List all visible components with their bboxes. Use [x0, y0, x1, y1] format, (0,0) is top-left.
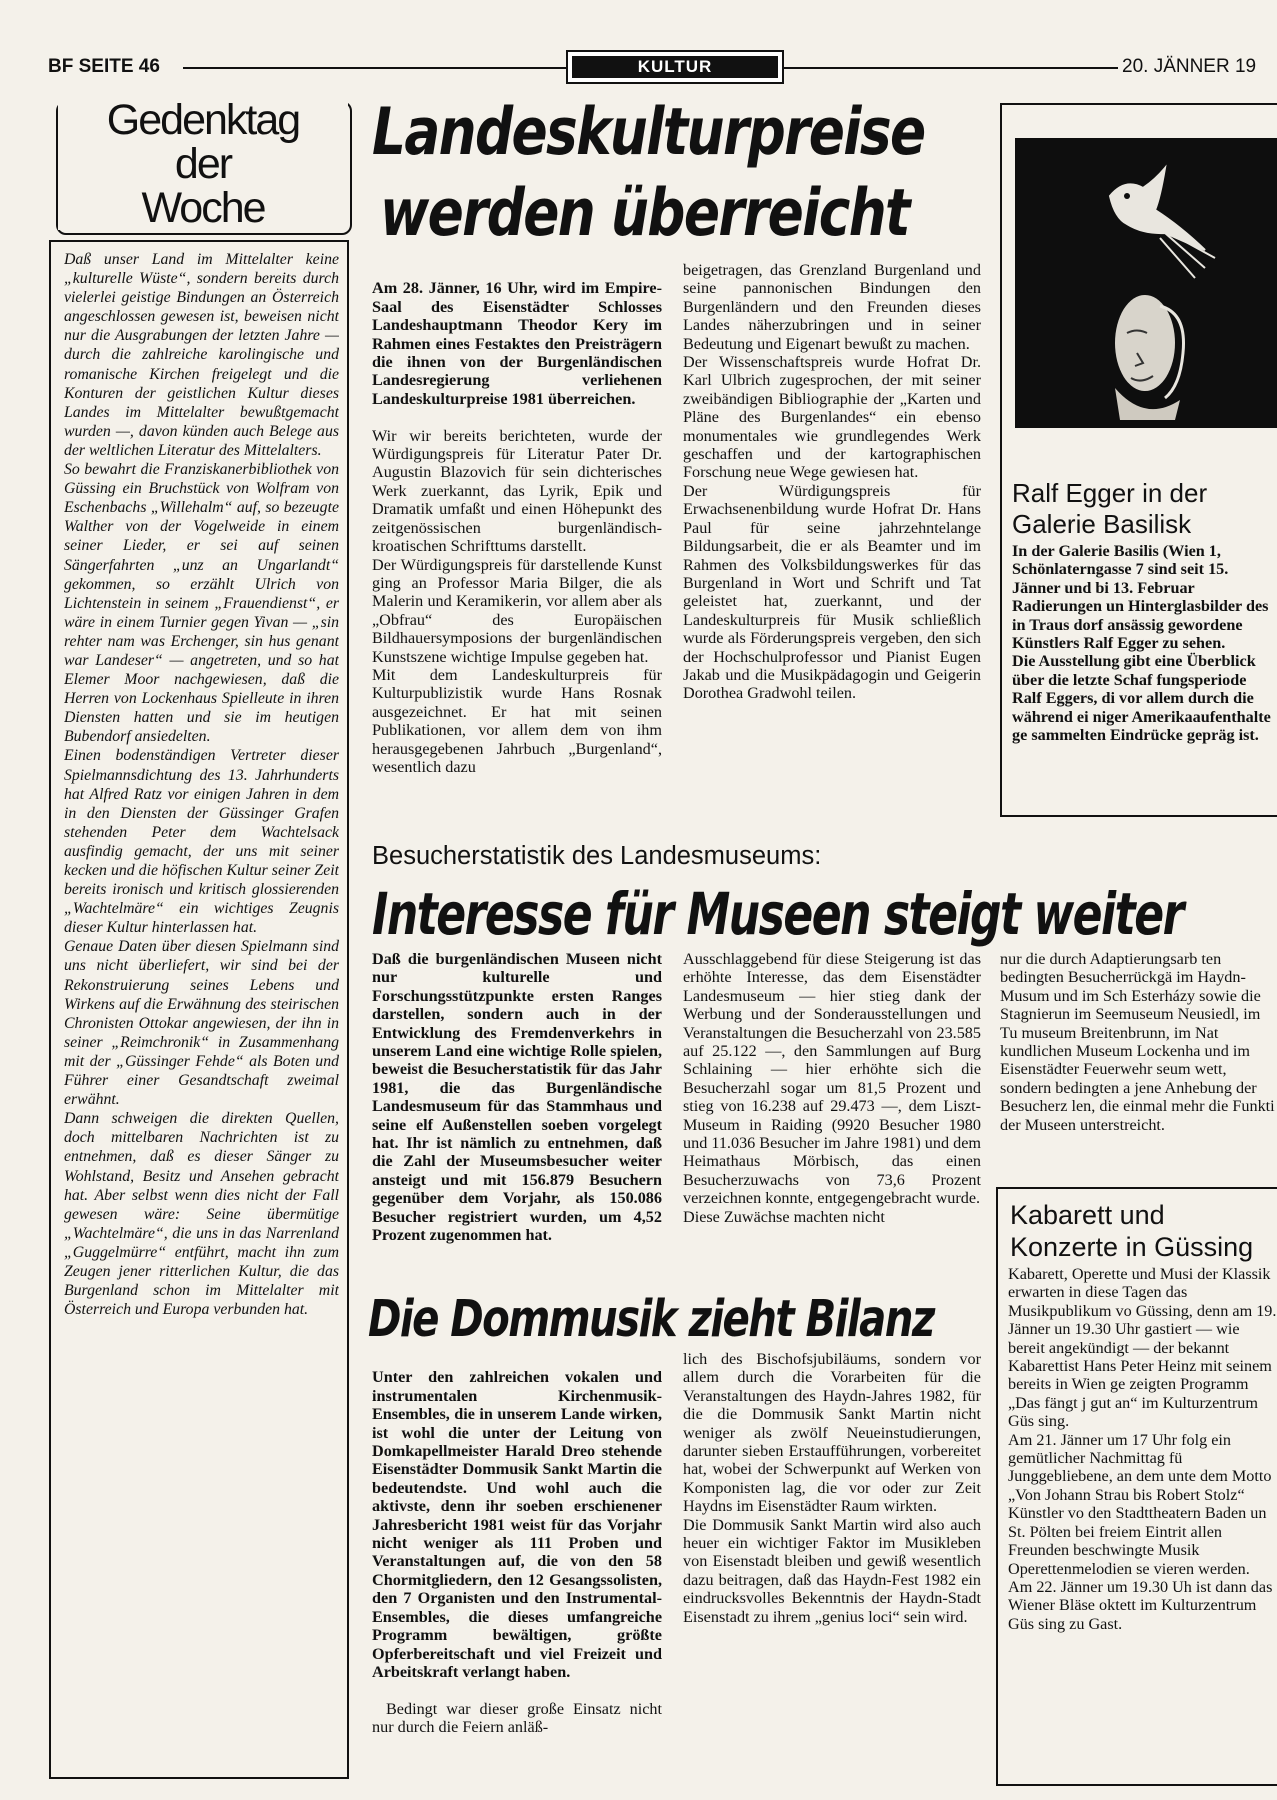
landeskultur-headline-line2: werden überreicht	[380, 176, 909, 251]
gedenktag-title-line3: Woche	[141, 184, 265, 232]
gedenktag-title	[58, 98, 348, 230]
egger-title-line2: Galerie Basilisk	[1012, 509, 1192, 539]
dommusik-lead: Unter den zahlreichen vokalen und instrumentalen Kirchenmusik-Ensembles, die in unserem Lande wirken, ist wohl die unter der Leitung von Domkapellmeister Harald Dreo stehende Eisenstädter Dommusik Sankt Martin die bedeutendste. Und wohl auch die aktivste, denn ihr soeben erschienener Jahresbericht 1981 weist für das Vorjahr nicht weniger als 111 Proben und Veranstaltungen auf, die von den 58 Chormitgliedern, den 12 Gesangssolisten, den 7 Organisten und den Instrumental-Ensembles, die dieses umfangreiche Programm bewältigen, größte Opferbereitschaft und viel Freizeit und Arbeitskraft verlangt haben.	[372, 1368, 662, 1681]
museen-headline: Interesse für Museen steigt weiter	[372, 880, 1183, 948]
landeskultur-col2: beigetragen, das Grenzland Burgenland und seine pannonischen Bindungen den Burgenländern und den Freunden dieses Landes näherzubringen und in seiner Bedeutung und Eigenart bewußt zu machen. Der Wissenschaftspreis wurde Hofrat Dr. Karl Ulbrich zugesprochen, der mit seiner zweibändigen Bibliographie der „Karten und Pläne des Burgenlandes“ ein ebenso monumentales wie grundlegendes Werk geschaffen und der kartographischen Forschung neue Wege gewiesen hat. Der Würdigungspreis für Erwachsenenbildung wurde Hofrat Dr. Hans Paul für seine jahrzehntelange Bildungsarbeit, die er als Beamter und im Rahmen des Volksbildungswerkes für das Burgenland in Wort und Schrift und Tat geleistet hat, zuerkannt, und der Landeskulturpreis für Musik schließlich wurde als Förderungspreis vergeben, den sich der Hochschulprofessor und Pianist Eugen Jakab und die Musikpädagogin und Geigerin Dorothea Gradwohl teilen.	[683, 261, 981, 703]
dommusik-headline: Die Dommusik zieht Bilanz	[368, 1290, 934, 1349]
landeskultur-headline-line1: Landeskulturpreise	[372, 95, 925, 170]
dommusik-col1-tail: Bedingt war dieser große Einsatz nicht nur durch die Feiern anläß-	[372, 1699, 662, 1737]
egger-title	[1012, 478, 1277, 540]
landeskultur-col1-body: Wir wir bereits berichteten, wurde der Würdigungspreis für Literatur Pater Dr. Augustin Blazovich für sein dichterisches Werk zuerkannt, das Lyrik, Epik und Dramatik umfaßt und einen Höhepunkt des zeitgenössischen burgenländisch-kroatischen Schrifttums darstellt. Der Würdigungspreis für darstellende Kunst ging an Professor Maria Bilger, die als Malerin und Keramikerin, vor allem aber als „Obfrau“ des Europäischen Bildhauersymposions der burgenländischen Kunstszene wichtige Impulse gegeben hat. Mit dem Landeskulturpreis für Kulturpublizistik wurde Hans Rosnak ausgezeichnet. Er hat mit seinen Publikationen, vor allem dem von ihm herausgegebenen Jahrbuch „Burgenland“, wesentlich dazu	[372, 426, 662, 776]
egger-body: In der Galerie Basilis (Wien 1, Schönlaterngasse 7 sind seit 15. Jänner und bi 13. Februar Radierungen un Hinterglasbilder des in Traus dorf ansässig gewordene Künstlers Ralf Egger zu sehen. Die Ausstellung gibt eine Überblick über die letzte Schaf fungsperiode Ralf Eggers, di vor allem durch die während ei niger Amerikaaufenthalte ge sammelten Eindrücke gepräg ist.	[1012, 542, 1271, 745]
dommusik-col2: lich des Bischofsjubiläums, sondern vor allem durch die Vorarbeiten für die Veranstaltungen des Haydn-Jahres 1982, für die die Dommusik Sankt Martin nicht weniger als zwölf Neueinstudierungen, darunter sieben Erstaufführungen, vorbereitet hat, wobei der Schwerpunkt auf Werken von Komponisten lag, die vor oder zur Zeit Haydns im Eisenstädter Raum wirkten. Die Dommusik Sankt Martin wird also auch heuer ein wichtiger Faktor im Musikleben von Eisenstadt bleiben und gewiß wesentlich dazu beitragen, daß das Haydn-Fest 1982 ein eindrucksvolles Bekenntnis der Haydn-Stadt Eisenstadt zu ihrem „genius loci“ sein wird.	[683, 1350, 981, 1626]
kabarett-title-line1: Kabarett und	[1010, 1200, 1165, 1230]
dommusik-col1	[372, 1350, 662, 1775]
museen-col1: Daß die burgenländischen Museen nicht nur kulturelle und Forschungsstützpunkte ersten Ranges darstellen, sondern auch in der Entwicklung des Fremdenverkehrs in unserem Land eine wichtige Rolle spielen, beweist die Besucherstatistik für das Jahr 1981, die das Burgenländische Landesmuseum für das Stammhaus und seine elf Außenstellen soeben vorgelegt hat. Ihr ist nämlich zu entnehmen, daß die Zahl der Museumsbesucher weiter ansteigt und mit 156.879 Besuchern gegenüber dem Vorjahr, als 150.086 Besucher registriert wurden, um 4,52 Prozent zugenommen hat.	[372, 950, 662, 1245]
header-rule-left	[183, 67, 569, 69]
gedenktag-body: Daß unser Land im Mittelalter keine „kulturelle Wüste“, sondern bereits durch vielerlei geistige Bindungen an Österreich angeschlossen gewesen ist, beweisen nicht nur die Ausgrabungen der letzten Jahre — durch die zahlreiche karolingische und romanische Kirchen freigelegt und die Konturen der geistlichen Kultur dieses Landes im Mittelalter bewußtgemacht wurden —, davon künden auch Belege aus der weltlichen Literatur des Mittelalters. So bewahrt die Franziskanerbibliothek von Güssing ein Bruchstück von Wolfram von Eschenbachs „Willehalm“ auf, so bezeugte Walther von der Vogelweide in einem seiner Lieder, er sei auf seinen Sängerfahrten „unz an Ungarlandt“ gekommen, so erzählt Ulrich von Lichtenstein in seinem „Frauendienst“, er wäre in einem Turnier gegen Yivan — „sin rehter nam was Erchenger, sin hus genant war Landeser“ — angetreten, und so hat Elemer Moor nachgewiesen, daß die Herren von Lockenhaus Spielleute in ihren Diensten hatten und sie im heutigen Bubendorf ansiedelten. Einen bodenständigen Vertreter dieser Spielmannsdichtung des 13. Jahrhunderts hat Alfred Ratz vor einigen Jahren in dem in den Diensten der Güssinger Grafen stehenden Peter dem Wachtelsack ausfindig gemacht, der uns mit seiner kecken und die höfischen Kultur seiner Zeit bereits ironisch und kritisch glossierenden „Wachtelmäre“ ein wichtiges Zeugnis dieser Kultur hinterlassen hat. Genaue Daten über diesen Spielmann sind uns nicht überliefert, wir sind bei der Rekonstruierung seines Lebens und Wirkens auf die Erwähnung des steirischen Chronisten Ottokar angewiesen, der ihn in seiner „Reimchronik“ in Zusammenhang mit der „Güssinger Fehde“ als Boten und Führer einer Gesandtschaft zweimal erwähnt. Dann schweigen die direkten Quellen, doch mittelbaren Nachrichten ist zu entnehmen, daß es dieser Sänger zu Wohlstand, Besitz und Ansehen gebracht hat. Aber selbst wenn dies nicht der Fall gewesen wäre: Seine übermütige „Wachtelmäre“, die uns in das Narrenland „Guggelmürre“ entführt, macht ihn zum Zeugen jener ritterlichen Kultur, die das Burgenland schon im Mittelalter mit Österreich und Europa verbunden hat.	[64, 251, 339, 1319]
page-label: BF SEITE 46	[48, 56, 160, 77]
egger-artwork-svg	[1015, 138, 1277, 428]
kabarett-title-line2: Konzerte in Güssing	[1010, 1232, 1254, 1262]
gedenktag-title-line2: der	[174, 140, 232, 188]
museen-kicker: Besucherstatistik des Landesmuseums:	[372, 842, 822, 870]
kabarett-body: Kabarett, Operette und Musi der Klassik erwarten in diese Tagen das Musikpublikum vo Güssing, denn am 19. Jänner un 19.30 Uhr gastiert — wie bereit angekündigt — der bekannt Kabarettist Hans Peter Heinz mit seinem bereits in Wien ge zeigten Programm „Das fängt j gut an“ im Kulturzentrum Güs sing. Am 21. Jänner um 17 Uhr folg ein gemütlicher Nachmittag fü Junggebliebene, an dem unte dem Motto „Von Johann Strau bis Robert Stolz“ Künstler vo den Stadttheatern Baden un St. Pölten bei freiem Eintrit allen Freunden beschwingte Musik Operettenmelodien se vieren werden. Am 22. Jänner um 19.30 Uh ist dann das Wiener Bläse oktett im Kulturzentrum Güs sing zu Gast.	[1008, 1265, 1277, 1633]
gedenktag-title-line1: Gedenktag	[106, 96, 300, 144]
museen-col3: nur die durch Adaptierungsarb ten bedingten Besucherrückgä im Haydn-Musum und im Sch Esterházy sowie die Stagnierun im Seemuseum Neusiedl, im Tu museum Breitenbrunn, im Nat kundlichen Museum Lockenha und im Eisenstädter Feuerwehr seum wett, sondern bedingten a jene Anhebung der Besucherz len, die einmal mehr die Funkti der Museen unterstreicht.	[1000, 950, 1275, 1134]
egger-artwork	[1015, 138, 1277, 428]
issue-date: 20. JÄNNER 19	[1122, 56, 1257, 77]
section-label: KULTUR	[572, 56, 778, 78]
kabarett-title	[1010, 1199, 1277, 1263]
landeskultur-lead: Am 28. Jänner, 16 Uhr, wird im Empire-Saal des Eisenstädter Schlosses Landeshauptmann Theodor Kery im Rahmen eines Festaktes den Preisträgern die ihnen von der Burgenländischen Landesregierung verliehenen Landeskulturpreise 1981 überreichen.	[372, 279, 662, 408]
egger-title-line1: Ralf Egger in der	[1012, 478, 1208, 508]
museen-col2: Ausschlaggebend für diese Steigerung ist das erhöhte Interesse, das dem Eisenstädter Landesmuseum — hier stieg dank der Werbung und der Sonderausstellungen und Veranstaltungen die Besucherzahl von 23.585 auf 25.122 —, den Sammlungen auf Burg Schlaining — hier erhöhte sich die Besucherzahl sogar um 81,5 Prozent und stieg von 16.238 auf 29.473 —, dem Liszt-Museum in Raiding (9920 Besucher 1980 und 11.036 Besucher im Jahre 1981) und dem Heimathaus Mörbisch, das einen Besucherzuwachs von 73,6 Prozent verzeichnen konnte, entgegengebracht wurde. Diese Zuwächse machten nicht	[683, 950, 981, 1226]
header-rule-right	[782, 67, 1118, 69]
landeskultur-col1	[372, 261, 662, 821]
section-banner	[566, 50, 784, 84]
dove-shape	[1110, 168, 1205, 250]
